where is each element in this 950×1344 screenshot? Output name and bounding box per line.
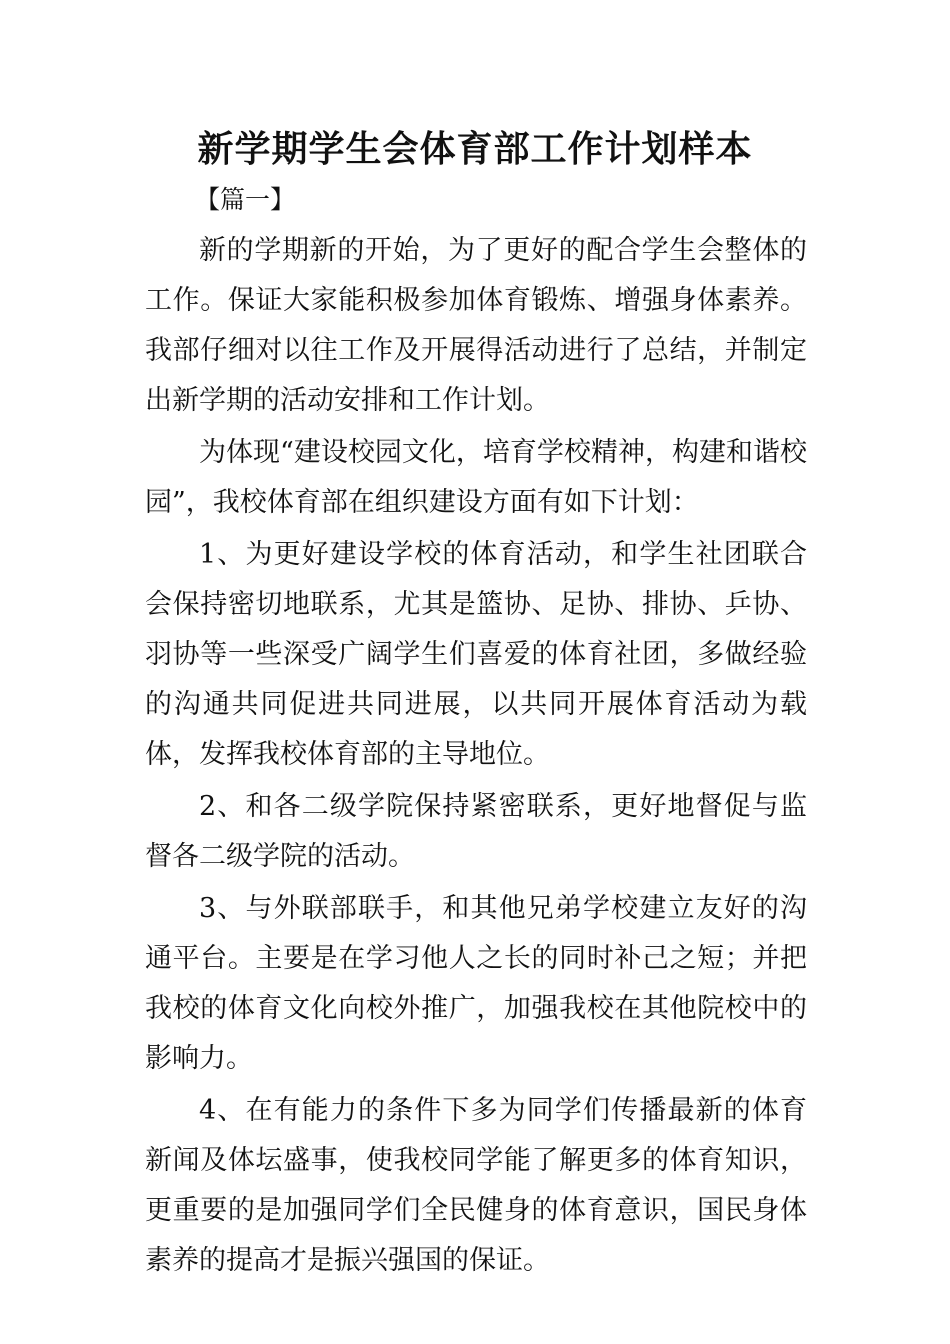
document-body xyxy=(145,226,807,1288)
paragraph-item-1: 1、为更好建设学校的体育活动，和学生社团联合会保持密切地联系，尤其是篮协、足协、排协、乒协、羽协等一些深受广阔学生们喜爱的体育社团，多做经验的沟通共同促进共同进展，以共同开展体育活动为载体，发挥我校体育部的主导地位。 xyxy=(145,539,807,770)
section-label: 【篇一】 xyxy=(195,185,296,214)
paragraph-intro: 新的学期新的开始，为了更好的配合学生会整体的工作。保证大家能积极参加体育锻炼、增强身体素养。我部仔细对以往工作及开展得活动进行了总结，并制定出新学期的活动安排和工作计划。 xyxy=(145,235,807,416)
paragraph-item-2: 2、和各二级学院保持紧密联系，更好地督促与监督各二级学院的活动。 xyxy=(145,791,807,872)
document-title: 新学期学生会体育部工作计划样本 xyxy=(197,129,753,170)
paragraph-plan-lead: 为体现“建设校园文化，培育学校精神，构建和谐校园”，我校体育部在组织建设方面有如下计划： xyxy=(145,437,807,518)
paragraph-item-4: 4、在有能力的条件下多为同学们传播最新的体育新闻及体坛盛事，使我校同学能了解更多的体育知识，更重要的是加强同学们全民健身的体育意识，国民身体素养的提高才是振兴强国的保证。 xyxy=(145,1095,807,1276)
paragraph-item-3: 3、与外联部联手，和其他兄弟学校建立友好的沟通平台。主要是在学习他人之长的同时补己之短；并把我校的体育文化向校外推广，加强我校在其他院校中的影响力。 xyxy=(145,893,807,1074)
